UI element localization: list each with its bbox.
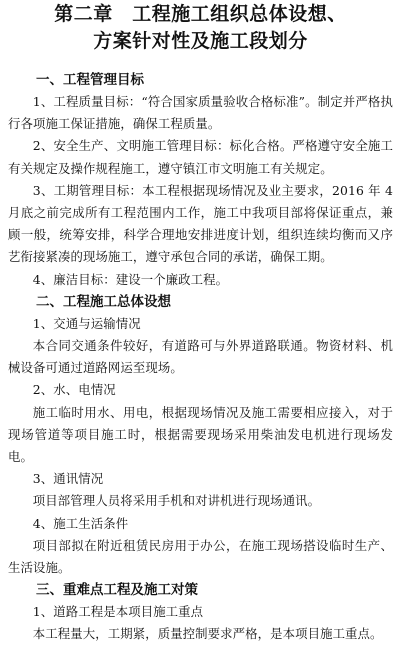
paragraph-water-power: 施工临时用水、用电，根据现场情况及施工需要相应接入，对于现场管道等项目施工时，根据需要现场采用柴油发电机进行现场发电。 xyxy=(8,404,393,465)
subheading-living-conditions: 4、施工生活条件 xyxy=(32,515,129,531)
section-heading-management-goals: 一、工程管理目标 xyxy=(36,72,144,88)
section-heading-key-difficulties: 三、重难点工程及施工对策 xyxy=(36,582,198,599)
chapter-title-line-2: 方案针对性及施工段划分 xyxy=(93,30,308,52)
subheading-communication: 3、通讯情况 xyxy=(32,471,104,487)
paragraph-road-works: 本工程量大，工期紧，质量控制要求严格，是本项目施工重点。 xyxy=(32,626,383,642)
subheading-transport: 1、交通与运输情况 xyxy=(32,315,141,331)
paragraph-communication: 项目部管理人员将采用手机和对讲机进行现场通讯。 xyxy=(32,493,321,509)
chapter-title xyxy=(0,0,401,55)
paragraph-schedule-goal: 3、工期管理目标：本工程根据现场情况及业主要求，2016 年 4 月底之前完成所有工程范围内工作，施工中我项目部将保证重点，兼顾一般，统筹安排，科学合理地安排进度计划，组织连续均衡而又序艺衔接紧凑的现场施工，遵守承包合同的承诺，确保工期。 xyxy=(8,182,393,265)
paragraph-integrity-goal: 4、廉洁目标：建设一个廉政工程。 xyxy=(32,271,229,287)
subheading-road-works: 1、道路工程是本项目施工重点 xyxy=(32,604,204,620)
section-heading-overall-concept: 二、工程施工总体设想 xyxy=(36,293,171,310)
chapter-title-line-1: 第二章 工程施工组织总体设想、 xyxy=(54,3,347,25)
paragraph-quality-goal: 1、工程质量目标：“符合国家质量验收合格标准”。制定并严格执行各项施工保证措施，确保工程质量。 xyxy=(8,94,393,132)
document-body xyxy=(0,55,401,646)
subheading-water-power: 2、水、电情况 xyxy=(32,382,116,398)
paragraph-transport: 本合同交通条件较好，有道路可与外界道路联通。物资材料、机械设备可通过道路网运至现场。 xyxy=(8,338,393,376)
paragraph-living-conditions: 项目部拟在附近租赁民房用于办公，在施工现场搭设临时生产、生活设施。 xyxy=(8,537,393,576)
paragraph-safety-goal: 2、安全生产、文明施工管理目标：标化合格。严格遵守安全施工有关规定及操作规程施工，遵守镇江市文明施工有关规定。 xyxy=(8,138,393,176)
